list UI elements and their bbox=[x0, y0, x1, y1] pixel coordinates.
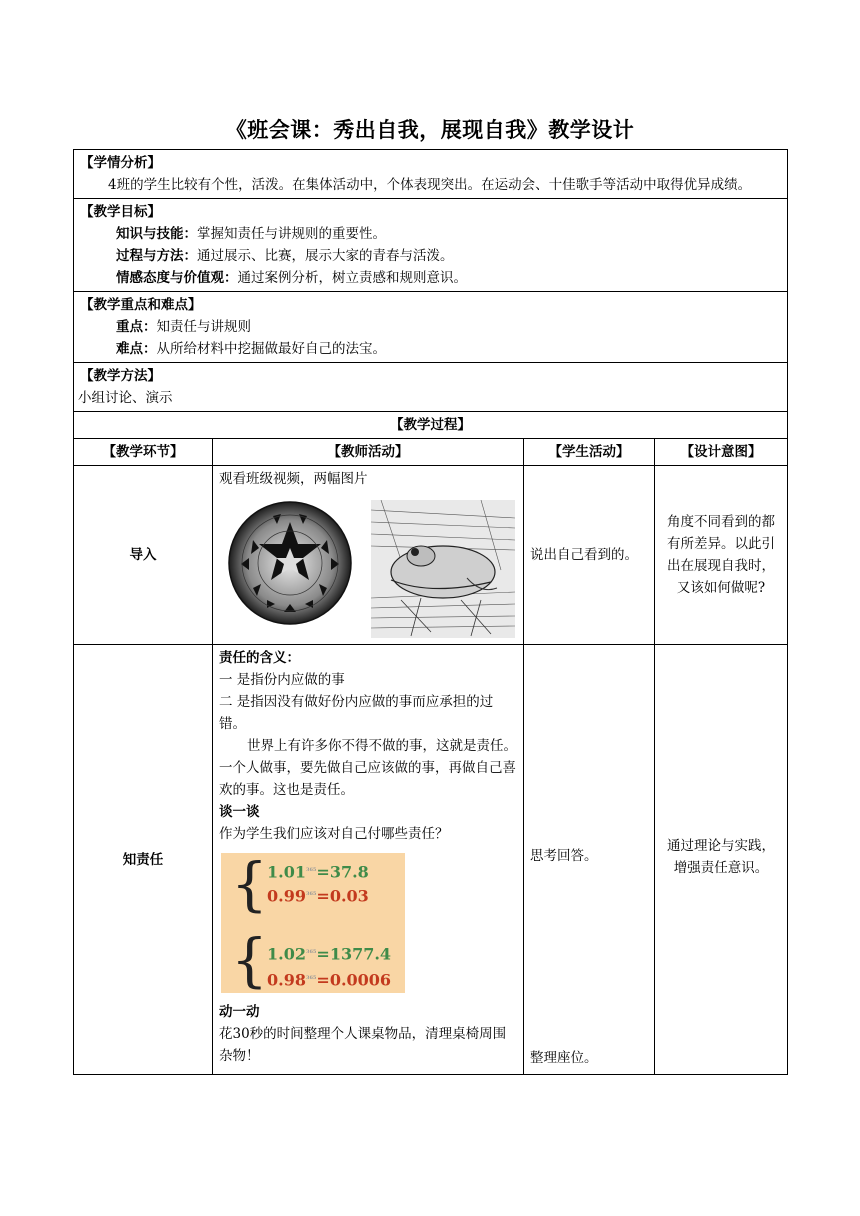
talk-title: 谈一谈 bbox=[219, 804, 260, 820]
brace-icon: { bbox=[231, 850, 268, 918]
col-header-intent: 【设计意图】 bbox=[655, 439, 788, 466]
col-header-teacher: 【教师活动】 bbox=[213, 439, 524, 466]
keys-section bbox=[74, 292, 788, 363]
circle-tessellation-image bbox=[223, 500, 357, 626]
stage-cell: 导入 bbox=[74, 466, 213, 645]
process-row-responsibility bbox=[74, 645, 788, 1075]
key-item bbox=[80, 338, 781, 360]
responsibility-line: 一 是指份内应做的事 bbox=[219, 672, 345, 688]
equation: $0.98^{365}=0.0006$ bbox=[267, 970, 392, 990]
col-header-student: 【学生活动】 bbox=[524, 439, 655, 466]
goal-text: 通过展示、比赛，展示大家的青春与活泼。 bbox=[197, 248, 454, 264]
goals-heading: 【教学目标】 bbox=[80, 204, 161, 220]
equation: $0.99^{365}=0.03$ bbox=[267, 886, 369, 906]
goal-item bbox=[80, 223, 781, 245]
teacher-cell bbox=[213, 466, 524, 645]
goals-section bbox=[74, 199, 788, 292]
process-heading: 【教学过程】 bbox=[74, 412, 788, 439]
keys-heading: 【教学重点和难点】 bbox=[80, 297, 202, 313]
lesson-plan-table bbox=[73, 149, 788, 1075]
responsibility-line: 二 是指因没有做好份内应做的事而应承担的过错。 bbox=[219, 694, 494, 732]
responsibility-title: 责任的含义： bbox=[219, 650, 300, 666]
process-column-headers bbox=[74, 439, 788, 466]
key-label: 难点： bbox=[116, 341, 157, 357]
analysis-heading: 【学情分析】 bbox=[80, 155, 161, 171]
student-cell: 说出自己看到的。 bbox=[524, 466, 655, 645]
analysis-section bbox=[74, 150, 788, 199]
equation: $1.02^{365}=1377.4$ bbox=[267, 944, 392, 964]
teacher-cell bbox=[213, 645, 524, 1075]
move-text: 花30秒的时间整理个人课桌物品，清理桌椅周围杂物！ bbox=[219, 1026, 507, 1064]
student-action: 整理座位。 bbox=[530, 1050, 598, 1066]
intent-cell: 角度不同看到的都有所差异。以此引出在展现自我时，又该如何做呢? bbox=[655, 466, 788, 645]
frog-sketch-image bbox=[371, 500, 515, 638]
methods-text: 小组讨论、演示 bbox=[78, 390, 173, 406]
methods-section bbox=[74, 363, 788, 412]
key-text: 从所给材料中挖掘做最好自己的法宝。 bbox=[156, 341, 386, 357]
goal-item bbox=[80, 267, 781, 289]
equation-image bbox=[221, 850, 405, 994]
intent-cell: 通过理论与实践，增强责任意识。 bbox=[655, 645, 788, 1075]
analysis-text: 4班的学生比较有个性，活泼。在集体活动中，个体表现突出。在运动会、十佳歌手等活动中取得优异成绩。 bbox=[108, 177, 752, 193]
responsibility-paragraph: 世界上有许多你不得不做的事，这就是责任。一个人做事，要先做自己应该做的事，再做自己喜欢的事。这也是责任。 bbox=[219, 738, 517, 798]
talk-text: 作为学生我们应该对自己付哪些责任？ bbox=[219, 826, 449, 842]
process-heading-row bbox=[74, 412, 788, 439]
student-answer: 思考回答。 bbox=[530, 848, 598, 864]
process-row-intro bbox=[74, 466, 788, 645]
goal-text: 通过案例分析，树立责感和规则意识。 bbox=[237, 270, 467, 286]
stage-cell: 知责任 bbox=[74, 645, 213, 1075]
document-title: 《班会课：秀出自我，展现自我》教学设计 bbox=[225, 117, 635, 142]
goal-item bbox=[80, 245, 781, 267]
student-cell bbox=[524, 645, 655, 1075]
goal-text: 掌握知责任与讲规则的重要性。 bbox=[197, 226, 386, 242]
move-title: 动一动 bbox=[219, 1004, 260, 1020]
goal-label: 知识与技能： bbox=[116, 226, 197, 242]
key-label: 重点： bbox=[116, 319, 157, 335]
equation: $1.01^{365}=37.8$ bbox=[267, 862, 369, 882]
key-text: 知责任与讲规则 bbox=[156, 319, 251, 335]
teacher-text: 观看班级视频，两幅图片 bbox=[219, 471, 368, 487]
goal-label: 过程与方法： bbox=[116, 248, 197, 264]
intro-images bbox=[223, 500, 517, 638]
goal-label: 情感态度与价值观： bbox=[116, 270, 238, 286]
methods-heading: 【教学方法】 bbox=[80, 368, 161, 384]
key-item bbox=[80, 316, 781, 338]
brace-icon: { bbox=[231, 926, 268, 994]
col-header-stage: 【教学环节】 bbox=[74, 439, 213, 466]
